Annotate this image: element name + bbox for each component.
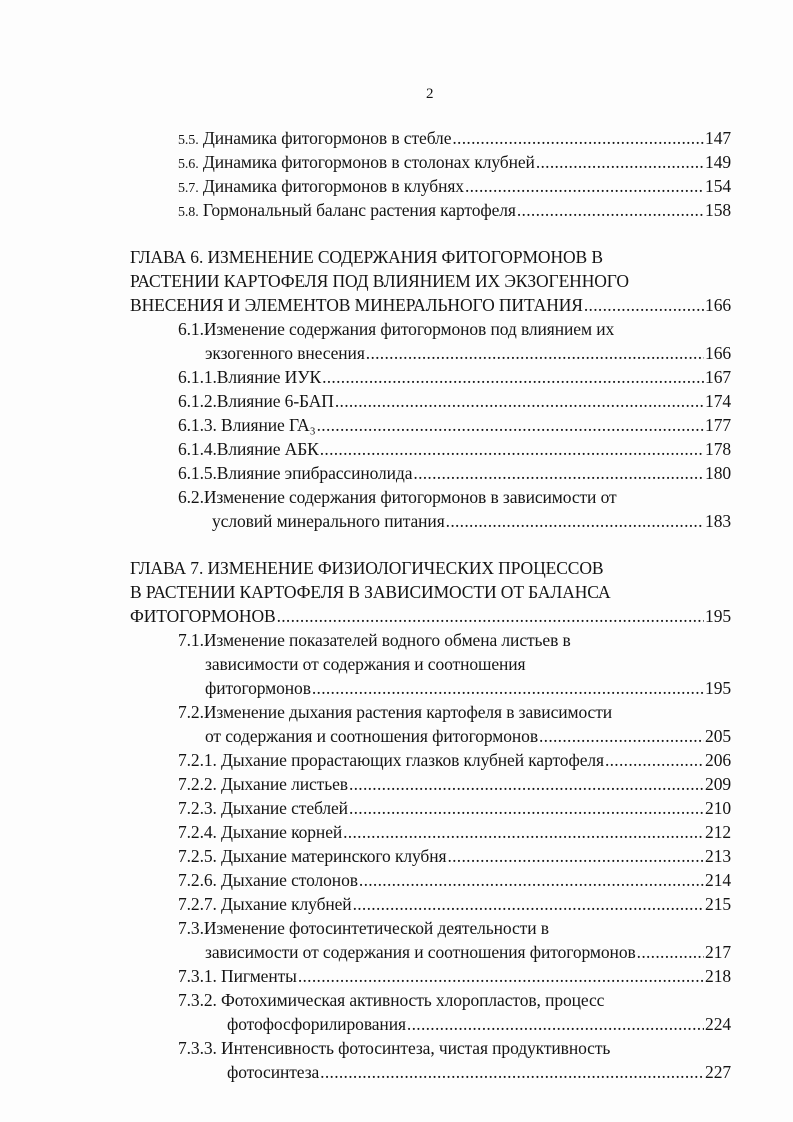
toc-line <box>130 1036 731 1060</box>
toc-entry-number: 7.3.3. <box>178 1038 217 1058</box>
dot-leader <box>539 724 704 748</box>
toc-line <box>130 844 731 868</box>
toc-page-number[interactable]: 180 <box>705 463 731 483</box>
toc-page-number[interactable]: 215 <box>705 894 731 914</box>
toc-entry-text: экзогенного внесения <box>205 343 365 363</box>
toc-line <box>130 748 731 772</box>
dot-leader <box>359 868 704 892</box>
toc-entry-text: Влияние АБК <box>216 439 319 459</box>
dot-leader <box>637 940 704 964</box>
toc-line <box>130 293 731 317</box>
dot-leader <box>452 126 704 150</box>
dot-leader <box>343 820 704 844</box>
toc-entry-number: 5.8. <box>178 205 199 220</box>
toc-page-number[interactable]: 213 <box>705 846 731 866</box>
toc-line <box>130 245 731 269</box>
toc-entry-text: В РАСТЕНИИ КАРТОФЕЛЯ В ЗАВИСИМОСТИ ОТ БАЛАНСА <box>130 582 611 602</box>
toc-line <box>130 556 731 580</box>
toc-entry-text: от содержания и соотношения фитогормонов <box>205 726 538 746</box>
toc-page-number[interactable]: 224 <box>705 1014 731 1034</box>
toc-line <box>130 150 731 174</box>
dot-leader <box>446 509 704 533</box>
toc-entry-text: фитогормонов <box>205 678 311 698</box>
toc-entry[interactable] <box>130 892 731 916</box>
spacer <box>130 533 731 556</box>
toc-entry-title <box>205 676 311 700</box>
toc-entry-number: 7.2.4. <box>178 822 217 842</box>
toc-entry-title <box>178 126 451 150</box>
toc-page-number[interactable]: 177 <box>705 415 731 435</box>
toc-line <box>130 509 731 533</box>
toc-page-number[interactable]: 206 <box>705 750 731 770</box>
dot-leader <box>605 748 704 772</box>
toc-page-number[interactable]: 183 <box>705 511 731 531</box>
toc-entry-number: 6.1. <box>178 319 204 339</box>
toc-line <box>130 796 731 820</box>
toc-entry-title <box>205 652 526 676</box>
toc-entry-title <box>130 293 583 317</box>
toc-entry-number: 5.7. <box>178 181 199 196</box>
toc-entry-text: Изменение фотосинтетической деятельности в <box>203 918 549 938</box>
dot-leader <box>335 389 704 413</box>
toc-entry-number: 7.1. <box>178 630 204 650</box>
toc-entry[interactable] <box>130 174 731 198</box>
toc-page-number[interactable]: 210 <box>705 798 731 818</box>
toc-entry-title <box>178 485 617 509</box>
toc-line <box>130 174 731 198</box>
toc-entry-text: фотофосфорилирования <box>227 1014 406 1034</box>
toc-entry-text: Дыхание листьев <box>216 774 348 794</box>
toc-line <box>130 126 731 150</box>
toc-entry-text: Дыхание прорастающих глазков клубней картофеля <box>216 750 604 770</box>
dot-leader <box>320 1060 704 1084</box>
toc-entry-text: Дыхание клубней <box>216 894 352 914</box>
toc-page-number[interactable]: 195 <box>705 606 731 626</box>
toc-entry-title <box>178 772 348 796</box>
toc-entry-text: фотосинтеза <box>227 1062 320 1082</box>
toc-page-number[interactable]: 195 <box>705 678 731 698</box>
toc-line <box>130 198 731 222</box>
toc-line <box>130 269 731 293</box>
toc-entry-text: Динамика фитогормонов в столонах клубней <box>202 152 535 172</box>
dot-leader <box>349 796 704 820</box>
toc-line <box>130 700 731 724</box>
toc-entry[interactable] <box>130 437 731 461</box>
toc-entry-text: ФИТОГОРМОНОВ <box>130 606 276 626</box>
toc-entry-title <box>178 413 316 437</box>
toc-entry-title <box>178 317 614 341</box>
toc-entry-text: Дыхание стеблей <box>216 798 348 818</box>
toc-entry-text: Дыхание корней <box>216 822 343 842</box>
toc-entry-text: Фотохимическая активность хлоропластов, процесс <box>216 990 605 1010</box>
toc-entry-title <box>205 940 636 964</box>
dot-leader <box>312 676 704 700</box>
toc-page-number[interactable]: 166 <box>705 343 731 363</box>
toc-entry-text: Влияние эпибрассинолида <box>216 463 413 483</box>
toc-entry-number: 7.2.1. <box>178 750 217 770</box>
toc-entry-text: Дыхание столонов <box>216 870 358 890</box>
toc-entry-number: 7.2.7. <box>178 894 217 914</box>
toc-entry-text: ГЛАВА 6. ИЗМЕНЕНИЕ СОДЕРЖАНИЯ ФИТОГОРМОНОВ В <box>130 247 603 267</box>
toc-entry-text: РАСТЕНИИ КАРТОФЕЛЯ ПОД ВЛИЯНИЕМ ИХ ЭКЗОГЕННОГО <box>130 271 629 291</box>
dot-leader <box>536 150 704 174</box>
toc-entry-number: 7.3.2. <box>178 990 217 1010</box>
toc-entry-title <box>178 748 604 772</box>
toc-line <box>130 341 731 365</box>
toc-page-number[interactable]: 214 <box>705 870 731 890</box>
toc-entry-title <box>212 509 445 533</box>
toc-line <box>130 317 731 341</box>
toc-page-number[interactable]: 227 <box>705 1062 731 1082</box>
toc-entry[interactable] <box>130 413 731 437</box>
toc-entry-title <box>178 868 358 892</box>
toc-entry-title <box>130 604 276 628</box>
toc-entry[interactable] <box>130 389 731 413</box>
toc-entry-title <box>178 844 446 868</box>
toc-entry-number: 6.1.3. <box>178 415 217 435</box>
toc-entry-title <box>178 437 319 461</box>
toc-entry-title <box>178 150 535 174</box>
toc-entry-title <box>178 174 464 198</box>
toc-page-number[interactable]: 147 <box>705 128 731 148</box>
toc-entry-title <box>178 628 571 652</box>
page-number: 2 <box>426 86 434 102</box>
toc-entry[interactable] <box>130 150 731 174</box>
toc-line <box>130 892 731 916</box>
toc-line <box>130 413 731 437</box>
toc-entry-title <box>178 820 342 844</box>
toc-line <box>130 1060 731 1084</box>
toc-entry-text: Пигменты <box>216 966 297 986</box>
toc-page-number[interactable]: 205 <box>705 726 731 746</box>
toc-line <box>130 940 731 964</box>
toc-entry-text: Дыхание материнского клубня <box>216 846 447 866</box>
toc-line <box>130 868 731 892</box>
toc-entry-title <box>227 1060 319 1084</box>
toc-entry-title <box>130 556 603 580</box>
toc-entry-title <box>205 341 365 365</box>
toc-entry-text: Изменение содержания фитогормонов в зависимости от <box>203 487 617 507</box>
toc-entry-title <box>178 461 412 485</box>
toc-page-number[interactable]: 209 <box>705 774 731 794</box>
toc-line <box>130 988 731 1012</box>
toc-entry-number: 6.1.2. <box>178 391 217 411</box>
toc-page-number[interactable]: 174 <box>705 391 731 411</box>
toc-entry-text: Гормональный баланс растения картофеля <box>202 200 516 220</box>
dot-leader <box>277 604 704 628</box>
toc-line <box>130 916 731 940</box>
toc-entry-text: Изменение показателей водного обмена листьев в <box>203 630 571 650</box>
toc-entry-title <box>178 198 516 222</box>
toc-entry-number: 7.2.6. <box>178 870 217 890</box>
toc-entry-number: 6.2. <box>178 487 204 507</box>
toc-entry-number: 7.2.5. <box>178 846 217 866</box>
toc-entry-title <box>130 269 629 293</box>
toc-line <box>130 1012 731 1036</box>
toc-entry-number: 6.1.4. <box>178 439 217 459</box>
toc-entry-text: Динамика фитогормонов в клубнях <box>202 176 464 196</box>
toc-page-number[interactable]: 212 <box>705 822 731 842</box>
dot-leader <box>298 964 704 988</box>
toc-entry[interactable] <box>130 916 731 964</box>
toc-line <box>130 676 731 700</box>
toc-entry[interactable] <box>130 700 731 748</box>
toc-entry-text: зависимости от содержания и соотношения фитогормонов <box>205 942 636 962</box>
toc-line <box>130 820 731 844</box>
dot-leader <box>366 341 704 365</box>
toc-entry-number: 7.2. <box>178 702 204 722</box>
toc-chapter[interactable] <box>130 245 731 317</box>
toc-entry[interactable] <box>130 772 731 796</box>
spacer <box>130 222 731 245</box>
toc-entry-text: Изменение дыхания растения картофеля в зависимости <box>203 702 613 722</box>
toc-line <box>130 772 731 796</box>
table-of-contents <box>130 126 731 1084</box>
toc-line <box>130 652 731 676</box>
dot-leader <box>322 365 704 389</box>
toc-entry[interactable] <box>130 317 731 365</box>
toc-entry-title <box>178 389 334 413</box>
toc-entry-text: Динамика фитогормонов в стебле <box>202 128 452 148</box>
toc-entry-text: Интенсивность фотосинтеза, чистая продуктивность <box>216 1038 611 1058</box>
toc-entry-number: 6.1.1. <box>178 367 217 387</box>
dot-leader <box>353 892 704 916</box>
toc-entry-text: условий минерального питания <box>212 511 445 531</box>
toc-entry-title <box>178 1036 610 1060</box>
toc-entry[interactable] <box>130 628 731 700</box>
toc-entry-number: 6.1.5. <box>178 463 217 483</box>
toc-page-number[interactable]: 178 <box>705 439 731 459</box>
toc-entry[interactable] <box>130 844 731 868</box>
toc-entry[interactable] <box>130 198 731 222</box>
toc-entry[interactable] <box>130 964 731 988</box>
toc-entry[interactable] <box>130 126 731 150</box>
toc-line <box>130 389 731 413</box>
toc-page-number[interactable]: 154 <box>705 176 731 196</box>
toc-entry-title <box>178 964 297 988</box>
toc-entry-title <box>130 580 611 604</box>
dot-leader <box>465 174 704 198</box>
toc-entry[interactable] <box>130 796 731 820</box>
toc-entry[interactable] <box>130 365 731 389</box>
toc-page-number[interactable]: 217 <box>705 942 731 962</box>
toc-entry-title <box>178 365 321 389</box>
toc-entry[interactable] <box>130 461 731 485</box>
toc-entry-number: 7.2.2. <box>178 774 217 794</box>
toc-page-number[interactable]: 166 <box>705 295 731 315</box>
toc-entry[interactable] <box>130 1036 731 1084</box>
toc-entry-text: зависимости от содержания и соотношения <box>205 654 526 674</box>
toc-entry-number: 5.5. <box>178 133 199 148</box>
toc-entry-title <box>178 892 352 916</box>
toc-line <box>130 628 731 652</box>
toc-entry-title <box>227 1012 406 1036</box>
toc-entry-number: 5.6. <box>178 157 199 172</box>
toc-entry[interactable] <box>130 748 731 772</box>
toc-entry-text: Влияние 6-БАП <box>216 391 334 411</box>
toc-entry[interactable] <box>130 988 731 1036</box>
toc-entry-title <box>130 245 603 269</box>
toc-line <box>130 485 731 509</box>
dot-leader <box>349 772 704 796</box>
toc-entry[interactable] <box>130 820 731 844</box>
toc-entry[interactable] <box>130 868 731 892</box>
toc-line <box>130 365 731 389</box>
toc-page-number[interactable]: 218 <box>705 966 731 986</box>
toc-entry-text: Изменение содержания фитогормонов под влиянием их <box>203 319 615 339</box>
dot-leader <box>317 413 704 437</box>
toc-line <box>130 604 731 628</box>
toc-entry-title <box>178 796 348 820</box>
dot-leader <box>517 198 704 222</box>
toc-entry-title <box>205 724 538 748</box>
toc-chapter[interactable] <box>130 556 731 628</box>
toc-entry-text: Влияние ГА₃ <box>216 415 316 435</box>
toc-entry-number: 7.3.1. <box>178 966 217 986</box>
toc-page-number[interactable]: 167 <box>705 367 731 387</box>
toc-page-number[interactable]: 158 <box>705 200 731 220</box>
dot-leader <box>413 461 704 485</box>
toc-line <box>130 437 731 461</box>
toc-entry-text: ГЛАВА 7. ИЗМЕНЕНИЕ ФИЗИОЛОГИЧЕСКИХ ПРОЦЕССОВ <box>130 558 604 578</box>
toc-entry-title <box>178 700 612 724</box>
toc-line <box>130 724 731 748</box>
toc-entry[interactable] <box>130 485 731 533</box>
dot-leader <box>584 293 704 317</box>
toc-line <box>130 964 731 988</box>
toc-entry-text: Влияние ИУК <box>216 367 322 387</box>
dot-leader <box>320 437 704 461</box>
dot-leader <box>407 1012 704 1036</box>
toc-page-number[interactable]: 149 <box>705 152 731 172</box>
toc-entry-title <box>178 916 549 940</box>
dot-leader <box>447 844 704 868</box>
toc-entry-text: ВНЕСЕНИЯ И ЭЛЕМЕНТОВ МИНЕРАЛЬНОГО ПИТАНИЯ <box>130 295 583 315</box>
toc-line <box>130 580 731 604</box>
toc-entry-number: 7.3. <box>178 918 204 938</box>
toc-entry-number: 7.2.3. <box>178 798 217 818</box>
toc-entry-title <box>178 988 604 1012</box>
toc-line <box>130 461 731 485</box>
